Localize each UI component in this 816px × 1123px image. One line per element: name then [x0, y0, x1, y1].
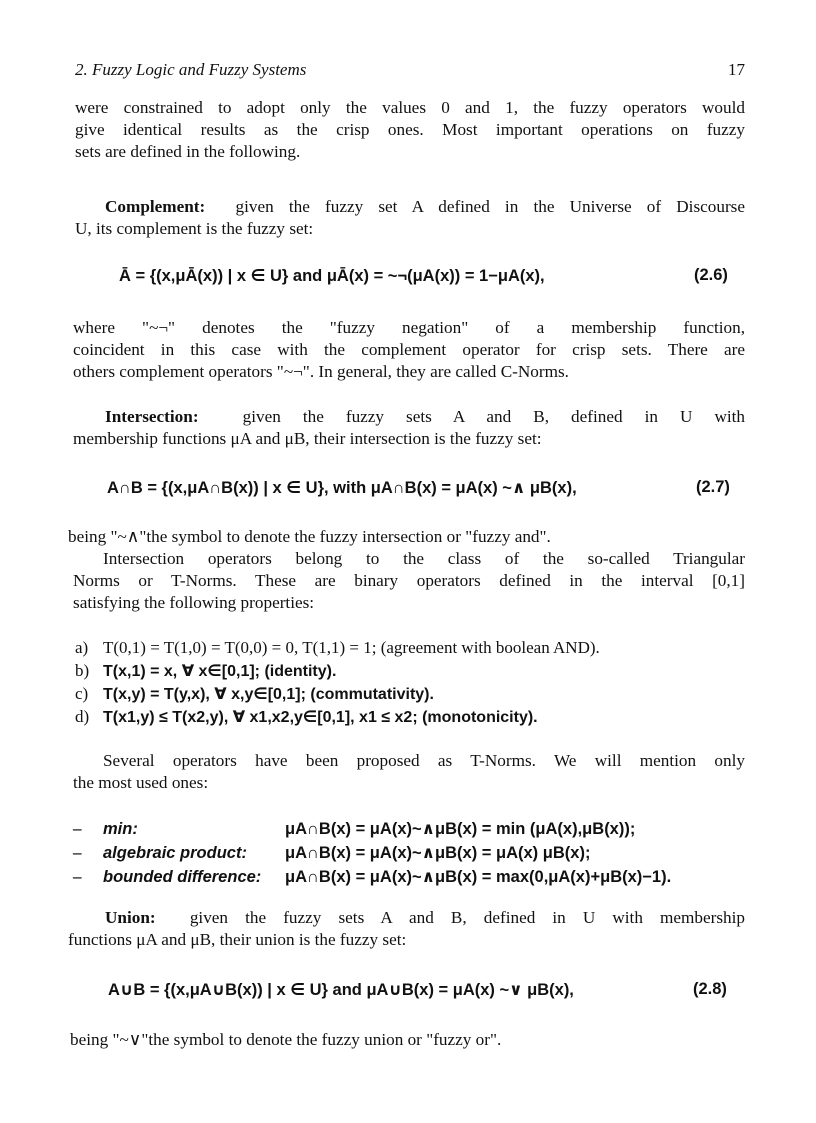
complement-line-2: U, its complement is the fuzzy set: — [75, 219, 314, 238]
equation-2-8: A∪B = {(x,μA∪B(x)) | x ∈ U} and μA∪B(x) = μA(x) ~∨ μB(x), — [108, 981, 574, 999]
intersection-line-2: membership functions μA and μB, their intersection is the fuzzy set: — [73, 429, 542, 448]
being-union-line: being "~∨"the symbol to denote the fuzzy union or "fuzzy or". — [70, 1030, 502, 1049]
union-line1-rest: given the fuzzy sets A and B, defined in U with membership — [189, 908, 745, 927]
intersection-paragraph — [73, 406, 745, 450]
property-item — [75, 684, 434, 704]
operator-item — [73, 819, 635, 839]
running-title: 2. Fuzzy Logic and Fuzzy Systems — [75, 60, 307, 79]
property-text: T(0,1) = T(1,0) = T(0,0) = 0, T(1,1) = 1; (agreement with boolean AND). — [103, 638, 600, 657]
several-paragraph — [73, 750, 745, 794]
operator-item — [73, 843, 590, 863]
complement-line1-rest: given the fuzzy set A defined in the Universe of Discourse — [235, 197, 745, 216]
operator-dash: – — [73, 867, 82, 886]
tnorm-line: Intersection operators belong to the class of the so-called Triangular — [103, 549, 745, 568]
operator-formula: μA∩B(x) = μA(x)~∧μB(x) = μA(x) μB(x); — [285, 844, 591, 862]
running-header — [75, 60, 745, 80]
tnorm-paragraph — [73, 548, 745, 614]
union-term: Union: — [105, 908, 156, 927]
tnorm-line: satisfying the following properties: — [73, 593, 315, 612]
property-item — [75, 638, 600, 658]
intersection-line-1 — [73, 406, 745, 428]
property-item — [75, 661, 336, 681]
property-text: T(x,1) = x, ∀ x∈[0,1]; (identity). — [103, 663, 337, 680]
operator-name: min: — [103, 820, 138, 838]
property-label: d) — [75, 707, 90, 726]
equation-2-6: Ā = {(x,μĀ(x)) | x ∈ U} and μĀ(x) = ~¬(μA(x)) = 1−μA(x), — [119, 267, 545, 285]
complement-after-paragraph — [73, 317, 745, 383]
property-label: a) — [75, 638, 89, 657]
operator-formula: μA∩B(x) = μA(x)~∧μB(x) = min (μA(x),μB(x)); — [285, 820, 636, 838]
equation-2-7: A∩B = {(x,μA∩B(x)) | x ∈ U}, with μA∩B(x) = μA(x) ~∧ μB(x), — [107, 479, 577, 497]
complement-paragraph — [75, 196, 745, 240]
operator-name: bounded difference: — [103, 868, 262, 886]
being-intersection-paragraph — [68, 526, 745, 548]
intro-line: give identical results as the crisp ones. Most important operations on fuzzy — [75, 120, 745, 139]
property-label: c) — [75, 684, 89, 703]
intersection-line1-rest: given the fuzzy sets A and B, defined in U with — [242, 407, 745, 426]
complement-line-1 — [75, 196, 745, 218]
tnorm-line: Norms or T-Norms. These are binary operators defined in the interval [0,1] — [73, 571, 745, 590]
several-line: the most used ones: — [73, 773, 209, 792]
operator-formula: μA∩B(x) = μA(x)~∧μB(x) = max(0,μA(x)+μB(x)−1). — [285, 868, 672, 886]
union-line-2: functions μA and μB, their union is the fuzzy set: — [68, 930, 407, 949]
being-intersection-line: being "~∧"the symbol to denote the fuzzy intersection or "fuzzy and". — [68, 527, 551, 546]
several-line: Several operators have been proposed as T-Norms. We will mention only — [103, 751, 745, 770]
operator-item — [73, 867, 671, 887]
complement-after-line: others complement operators "~¬". In general, they are called C-Norms. — [73, 362, 569, 381]
being-union-paragraph — [70, 1029, 745, 1051]
page-number: 17 — [728, 60, 745, 79]
equation-number-2-8: (2.8) — [693, 980, 727, 998]
operator-dash: – — [73, 819, 82, 838]
equation-number-2-6: (2.6) — [694, 266, 728, 284]
union-paragraph — [68, 907, 745, 951]
complement-after-line: coincident in this case with the complement operator for crisp sets. There are — [73, 340, 745, 359]
intro-line: sets are defined in the following. — [75, 142, 301, 161]
operator-name: algebraic product: — [103, 844, 247, 862]
union-line-1 — [68, 907, 745, 929]
intro-line: were constrained to adopt only the values 0 and 1, the fuzzy operators would — [75, 98, 745, 117]
property-text: T(x,y) = T(y,x), ∀ x,y∈[0,1]; (commutativity). — [103, 686, 434, 703]
property-item — [75, 707, 538, 727]
equation-number-2-7: (2.7) — [696, 478, 730, 496]
operator-dash: – — [73, 843, 82, 862]
property-label: b) — [75, 661, 90, 680]
intro-paragraph — [75, 97, 745, 163]
complement-term: Complement: — [105, 197, 206, 216]
complement-after-line: where "~¬" denotes the "fuzzy negation" of a membership function, — [73, 318, 745, 337]
intersection-term: Intersection: — [105, 407, 199, 426]
property-text: T(x1,y) ≤ T(x2,y), ∀ x1,x2,y∈[0,1], x1 ≤ x2; (monotonicity). — [103, 709, 538, 726]
